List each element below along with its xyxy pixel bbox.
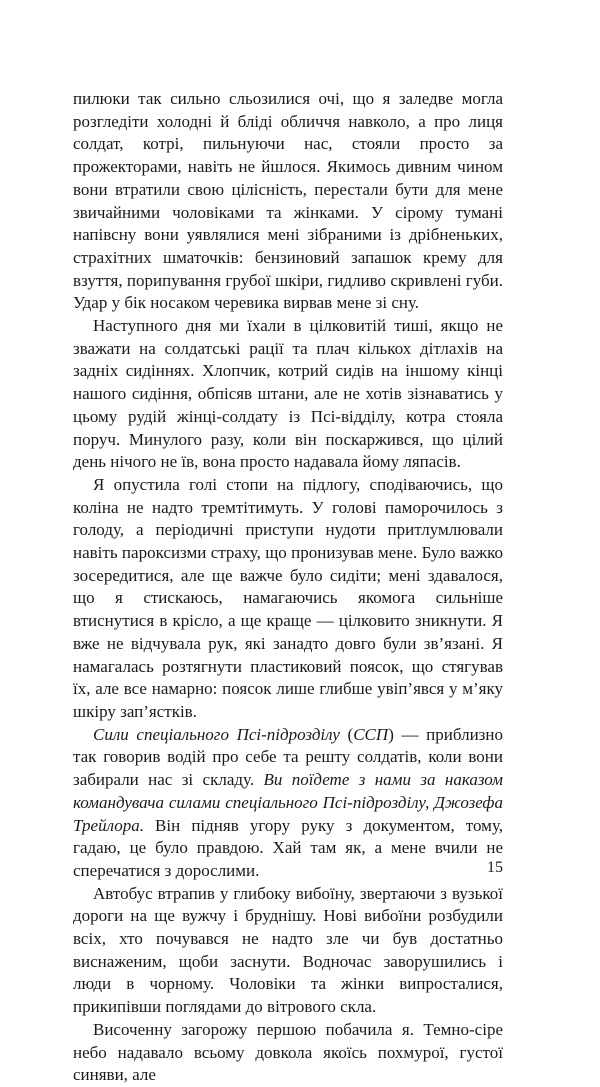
paragraph-4-text-a: ( [339, 724, 354, 744]
paragraph-4-text-c: Він підняв угору руку з документом, тому, гадаю, це було правдою. Хай там як, а мене вчили не сперечатися з дорослими. [73, 815, 503, 880]
paragraph-2: Наступного дня ми їхали в цілковитій тиші, якщо не зважати на солдатські рації та плач кількох дітлахів на задніх сидіннях. Хлопчик, котрий сидів на іншому кінці нашого сидіння, обпісяв штани, але не хотів зізнаватись у цьому рудій жінці-солдату із Псі-відділу, котра стояла поруч. Минулого разу, коли він поскаржився, що цілий день нічого не їв, вона просто надавала йому ляпасів. [73, 316, 503, 472]
paragraph-3: Я опустила голі стопи на підлогу, сподіваючись, що коліна не надто тремтітимуть. У голові паморочилось з голоду, а періодичні приступи нудоти притлумлювали навіть пароксизми страху, що пронизував мене. Було важко зосередитися, але ще важче було сидіти; мені здавалося, що я стискаюсь, намагаючись якомога сильніше втиснутися в крісло, а ще краще — цілковито зникнути. Я вже не відчувала рук, які занадто довго були зв’язані. Я намагалась розтягнути пластиковий поясок, що стягував їх, але все намарно: поясок лише глибше увіп’явся у м’яку шкіру зап’ястків. [73, 474, 503, 721]
italic-abbreviation: ССП [353, 724, 389, 744]
page-body [73, 88, 503, 1087]
paragraph-1: пилюки так сильно сльозилися очі, що я заледве могла розгледіти холодні й бліді обличчя навколо, а про лиця солдат, котрі, пильнуючи нас, стояли просто за прожекторами, навіть не йшлося. Якимось дивним чином вони втратили свою цілісність, перестали бути для мене звичайними чоловіками та жінками. У сірому тумані напівсну вони уявлялися мені зібраними із дрібненьких, страхітних шматочків: бензиновий запашок крему для взуття, порипування грубої шкіри, гидливо скривлені губи. Удар у бік носаком черевика вирвав мене зі сну. [73, 89, 503, 313]
italic-force-name: Сили спеціального Псі-підрозділу [93, 724, 340, 744]
paragraph-5: Автобус втрапив у глибоку вибоїну, звертаючи з вузької дороги на ще вужчу і бруднішу. Нові вибоїни розбудили всіх, хто почувався не надто зле чи був достатньо виснаженим, щоби заснути. Водночас заворушились і люди в чорному. Чоловіки та жінки випросталися, прикипівши поглядами до вітрового скла. [73, 883, 503, 1017]
italic-quote: Ви поїдете з нами за наказом командувача силами спеціального Псі-підрозділу, Джозефа Трейлора. [73, 770, 503, 835]
paragraph-4 [73, 724, 503, 883]
page-number: 15 [487, 859, 503, 876]
paragraph-4-text-b: ) — приблизно так говорив водій про себе та решту солдатів, коли вони забирали нас зі складу. [73, 724, 503, 790]
paragraph-6: Височенну загорожу першою побачила я. Темно-сіре небо надавало всьому довкола якоїсь похмурої, густої синяви, але [73, 1019, 503, 1085]
